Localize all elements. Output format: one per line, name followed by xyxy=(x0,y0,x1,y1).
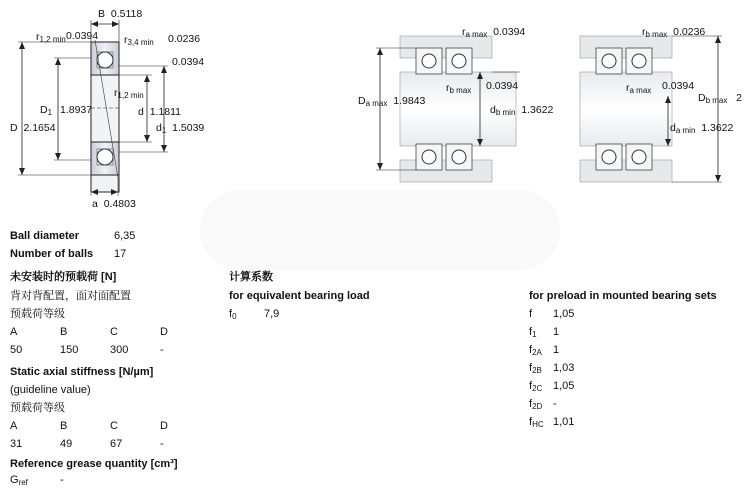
stiffness-header-d: D xyxy=(160,420,168,432)
f0-value: 7,9 xyxy=(264,308,280,320)
grease-value: - xyxy=(60,474,64,486)
grease-title: Reference grease quantity [cm³] xyxy=(10,458,178,470)
preload-header-c: C xyxy=(110,326,118,338)
preload-sets-title: for preload in mounted bearing sets xyxy=(529,290,717,302)
number-of-balls-value: 17 xyxy=(114,248,127,260)
preload-header-b: B xyxy=(60,326,68,338)
dim-D1-val: 1.8937 xyxy=(60,104,93,116)
number-of-balls-label: Number of balls xyxy=(10,248,94,260)
preload-class-label: 预载荷等级 xyxy=(10,308,65,320)
preload-title: 未安装时的预载荷 [N] xyxy=(10,271,117,283)
stiffness-value-a: 31 xyxy=(10,438,23,450)
ball-diameter-label: Ball diameter xyxy=(10,230,80,242)
dim-r12-a: $r_{1,2 min}$ xyxy=(36,31,66,44)
stiffness-class-label: 预载荷等级 xyxy=(10,402,65,414)
dim-r12-c: $r_{1,2 min}$ xyxy=(114,87,144,100)
stiffness-header-b: B xyxy=(60,420,68,432)
bearing-drawings xyxy=(0,0,754,230)
dim-r12-a-val: 0.0394 xyxy=(66,30,99,42)
dim-rb-max: $r_{b max}$ xyxy=(446,82,472,95)
dim-Db-max: $D_{b max}$ 2 xyxy=(698,92,742,105)
dim-ra-max-2: $r_{a max}$ xyxy=(626,82,652,95)
stiffness-title: Static axial stiffness [N/µm] xyxy=(10,366,154,378)
dim-rb-max-2: $r_{b max}$ 0.0236 xyxy=(642,26,706,39)
calc-title: 计算系数 xyxy=(229,271,273,283)
dim-B: B 0.5118 xyxy=(98,8,143,20)
dim-r34-val: 0.0236 xyxy=(168,33,201,45)
stiffness-header-c: C xyxy=(110,420,118,432)
stiffness-subtitle: (guideline value) xyxy=(10,384,91,396)
preload-value-c: 300 xyxy=(110,344,129,356)
dim-a: a 0.4803 xyxy=(92,198,136,210)
dim-db-min: $d_{b min}$ 1.3622 xyxy=(490,104,554,117)
ball-diameter-value: 6,35 xyxy=(114,230,136,242)
preload-value-a: 50 xyxy=(10,344,23,356)
dim-Da-max: $D_{a max}$ 1.9843 xyxy=(358,95,426,108)
preload-value-d: - xyxy=(160,344,164,356)
stiffness-value-b: 49 xyxy=(60,438,73,450)
preload-value-b: 150 xyxy=(60,344,79,356)
dim-d: d 1.1811 xyxy=(138,106,182,118)
stiffness-value-c: 67 xyxy=(110,438,123,450)
dim-D1: $D_1$ xyxy=(40,104,53,117)
dim-da-min: $d_{a min}$ 1.3622 xyxy=(670,122,734,135)
preload-subtitle: 背对背配置，面对面配置 xyxy=(10,290,131,302)
dim-r12-b-val: 0.0394 xyxy=(172,56,205,68)
dim-ra-max: $r_{a max}$ 0.0394 xyxy=(462,26,526,39)
preload-header-a: A xyxy=(10,326,18,338)
stiffness-header-a: A xyxy=(10,420,18,432)
dim-ra-max-2-val: 0.0394 xyxy=(662,80,695,92)
equivalent-load-title: for equivalent bearing load xyxy=(229,290,370,302)
dim-D: D 2.1654 xyxy=(10,122,56,134)
stiffness-value-d: - xyxy=(160,438,164,450)
dim-d1: $d_1$ 1.5039 xyxy=(156,122,205,135)
grease-symbol: $G_{ref}$ xyxy=(10,474,28,487)
dim-r34: $r_{3,4 min}$ xyxy=(124,34,154,47)
dim-rb-max-val: 0.0394 xyxy=(486,80,519,92)
mounting-drawing-b xyxy=(580,36,722,182)
f0-symbol: $f_0$ xyxy=(229,308,237,321)
preload-header-d: D xyxy=(160,326,168,338)
